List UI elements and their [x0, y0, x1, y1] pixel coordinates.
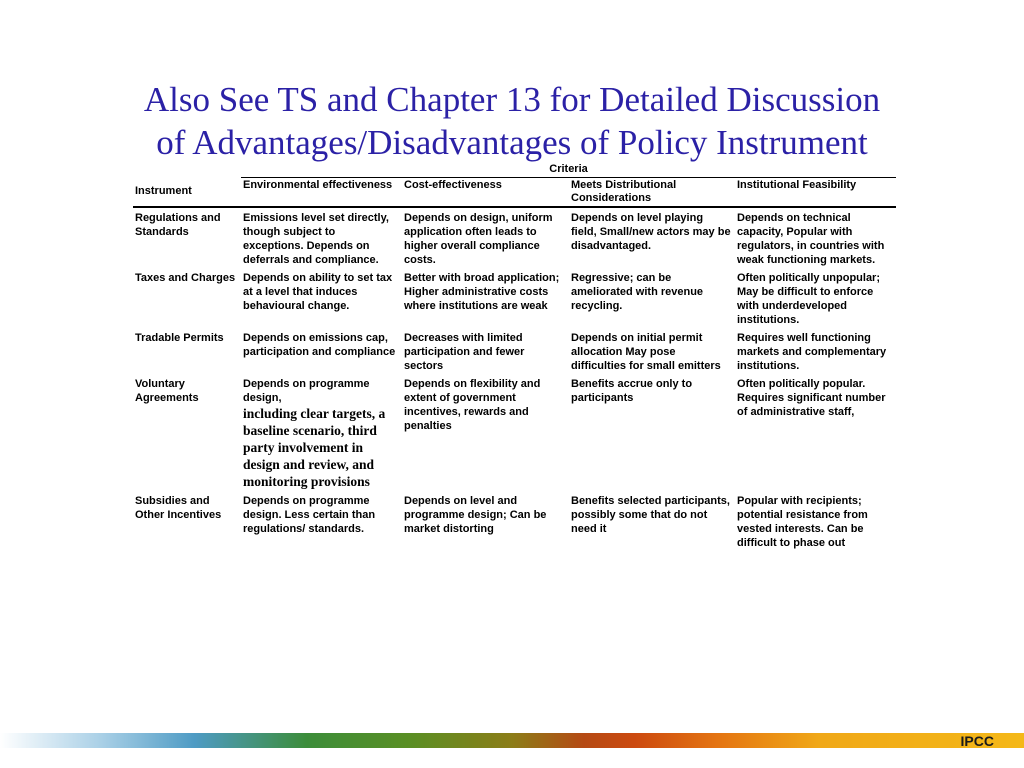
distributional-cell: Regressive; can be ameliorated with revenue recycling. — [571, 272, 704, 312]
table-row — [133, 328, 896, 374]
cost-effectiveness-cell: Decreases with limited participation and fewer sectors — [404, 332, 525, 372]
environmental-effectiveness-cell: Depends on programme design. Less certain than regulations/ standards. — [243, 495, 376, 535]
table-row — [133, 374, 896, 491]
institutional-feasibility-cell: Requires well functioning markets and complementary institutions. — [737, 332, 887, 372]
slide-title — [0, 78, 1024, 164]
ipcc-footer-label: IPCC — [960, 733, 994, 749]
instrument-cell: Voluntary Agreements — [135, 378, 199, 404]
institutional-feasibility-cell: Popular with recipients; potential resistance from vested interests. Can be difficult to phase out — [737, 495, 868, 549]
header-environmental-effectiveness: Environmental effectiveness — [241, 178, 402, 208]
title-line-1: Also See TS and Chapter 13 for Detailed Discussion — [143, 80, 881, 119]
institutional-feasibility-cell: Often politically unpopular; May be difficult to enforce with underdeveloped institutions. — [737, 272, 880, 326]
table-row — [133, 207, 896, 268]
environmental-effectiveness-cell: Depends on ability to set tax at a level that induces behavioural change. — [243, 272, 393, 312]
institutional-feasibility-cell: Depends on technical capacity, Popular with regulators, in countries with weak functioning markets. — [737, 212, 885, 266]
cost-effectiveness-cell: Depends on level and programme design; Can be market distorting — [404, 495, 547, 535]
table-row — [133, 491, 896, 551]
distributional-cell: Depends on initial permit allocation May pose difficulties for small emitters — [571, 332, 721, 372]
header-institutional-feasibility: Institutional Feasibility — [735, 178, 896, 208]
criteria-label: Criteria — [241, 163, 896, 178]
instrument-cell: Taxes and Charges — [135, 272, 236, 284]
title-line-2: of Advantages/Disadvantages of Policy Instrument — [156, 123, 868, 162]
instrument-header: Instrument — [133, 178, 241, 208]
header-cost-effectiveness: Cost-effectiveness — [402, 178, 569, 208]
distributional-cell: Benefits selected participants, possibly some that do not need it — [571, 495, 730, 535]
cost-effectiveness-cell: Depends on design, uniform application often leads to higher overall compliance costs. — [404, 212, 553, 266]
distributional-cell: Benefits accrue only to participants — [571, 378, 693, 404]
header-distributional-considerations: Meets Distributional Considerations — [569, 178, 735, 208]
policy-instrument-table — [133, 163, 896, 551]
environmental-effectiveness-lead-text: Depends on programme design, — [243, 378, 370, 404]
footer-gradient-bar — [0, 733, 1024, 748]
table-row — [133, 268, 896, 328]
criteria-header-row — [133, 163, 896, 178]
environmental-effectiveness-serif-text: including clear targets, a baseline scenario, third party involvement in design and review, and monitoring provisions — [243, 406, 386, 489]
environmental-effectiveness-cell: Emissions level set directly, though subject to exceptions. Depends on deferrals and compliance. — [243, 212, 389, 266]
distributional-cell: Depends on level playing field, Small/new actors may be disadvantaged. — [571, 212, 731, 252]
criteria-spacer — [133, 163, 241, 178]
instrument-cell: Regulations and Standards — [135, 212, 221, 238]
column-header-row — [133, 178, 896, 208]
cost-effectiveness-cell: Better with broad application; Higher administrative costs where institutions are weak — [404, 272, 560, 312]
environmental-effectiveness-cell: Depends on emissions cap, participation and compliance — [243, 332, 396, 358]
instrument-cell: Subsidies and Other Incentives — [135, 495, 222, 521]
instrument-cell: Tradable Permits — [135, 332, 224, 344]
environmental-effectiveness-cell — [241, 374, 402, 491]
institutional-feasibility-cell: Often politically popular. Requires significant number of administrative staff, — [737, 378, 886, 418]
cost-effectiveness-cell: Depends on flexibility and extent of government incentives, rewards and penalties — [404, 378, 541, 432]
